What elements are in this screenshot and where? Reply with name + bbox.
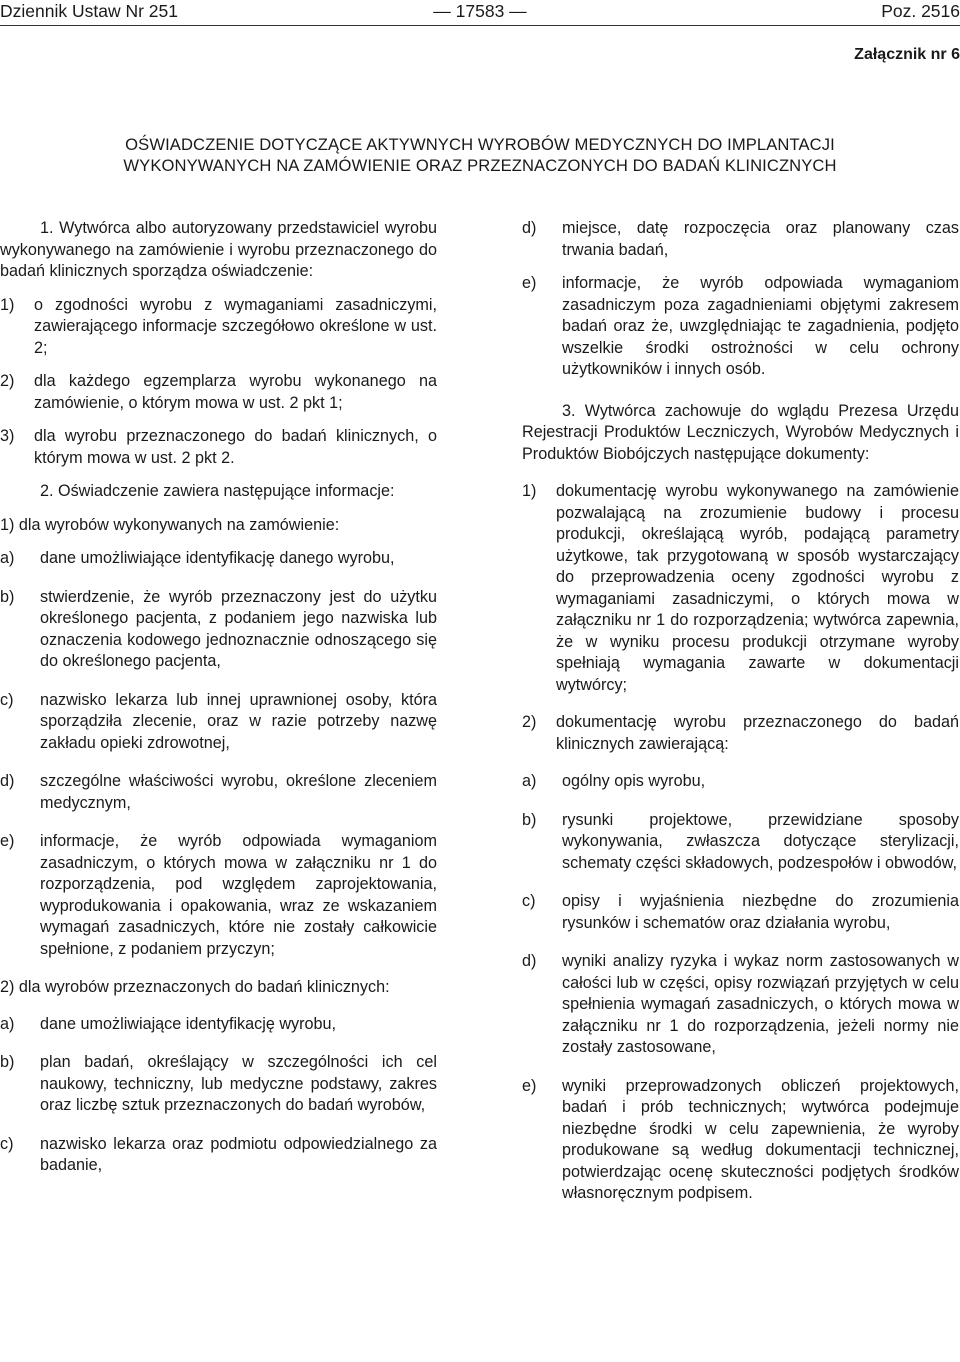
annex-label: Załącznik nr 6: [854, 46, 960, 63]
page-header: [0, 0, 960, 22]
left-column: [0, 218, 437, 1177]
item-text: miejsce, datę rozpoczęcia oraz planowany czas trwania badań,: [562, 219, 959, 259]
item-label: a): [522, 772, 537, 790]
item-text: opisy i wyjaśnienia niezbędne do zrozumienia rysunków i schematów oraz działania wyrobu,: [562, 892, 959, 932]
list-item: [522, 712, 959, 755]
item-label: a): [0, 1014, 15, 1033]
page-number: — 17583 —: [433, 1, 527, 21]
title-line-2: WYKONYWANYCH NA ZAMÓWIENIE ORAZ PRZEZNACZONYCH DO BADAŃ KLINICZNYCH: [123, 156, 837, 175]
list-item: [522, 273, 959, 381]
list-item: [0, 1052, 437, 1117]
paragraph-3: 3. Wytwórca zachowuje do wglądu Prezesa Urzędu Rejestracji Produktów Leczniczych, Wyrobów Medycznych i Produktów Biobójczych następujące dokumenty:: [522, 401, 959, 463]
list-item: [0, 426, 437, 469]
item-text: dla każdego egzemplarza wyrobu wykonanego na zamówienie, o którym mowa w ust. 2 pkt 1;: [34, 372, 437, 412]
item-label: 1): [0, 295, 15, 314]
item-label: c): [522, 892, 536, 910]
item-label: e): [522, 1076, 537, 1095]
item-label: 2): [0, 372, 15, 390]
item-label: e): [0, 832, 15, 850]
item-text: dane umożliwiające identyfikację wyrobu,: [40, 1014, 337, 1033]
item-text: stwierdzenie, że wyrób przeznaczony jest do użytku określonego pacjenta, z podaniem jego nazwiska lub oznaczenia kodowego jednoznacznie odnoszącego się do określonego pacjenta,: [40, 587, 437, 670]
list-item: [522, 1076, 959, 1205]
item-text: informacje, że wyrób odpowiada wymaganiom zasadniczym, o których mowa w załączniku nr 1 do rozporządzenia, pod względem zaprojektowania, wyprodukowania i opakowania, wraz ze wskazaniem wymagań zasadniczych, które nie zostały całkowicie spełnione, z podaniem przyczyn;: [40, 832, 437, 958]
header-divider: [0, 25, 960, 26]
item-text: dla wyrobu przeznaczonego do badań klinicznych, o którym mowa w ust. 2 pkt 2.: [34, 427, 437, 467]
document-title: [0, 134, 960, 176]
item-text: rysunki projektowe, przewidziane sposoby wykonywania, zwłaszcza dotyczące sterylizacji, schematy części składowych, podzespołów i obwodów,: [562, 810, 959, 872]
list-item: [0, 371, 437, 414]
list-item: [522, 810, 959, 875]
item-text: wyniki przeprowadzonych obliczeń projektowych, badań i prób technicznych; wytwórca podejmuje niezbędne środki w celu zapewnienia, że wyroby produkowane są według dokumentacji technicznej, potwierdzając ocenę skuteczności podjętych środków własnoręcznym podpisem.: [562, 1076, 959, 1202]
item-text: ogólny opis wyrobu,: [562, 772, 706, 790]
paragraph-2-item-1: 1) dla wyrobów wykonywanych na zamówienie:: [0, 515, 340, 534]
item-text: nazwisko lekarza lub innej uprawnionej osoby, która sporządziła zlecenie, oraz w razie potrzeby nazwę zakładu opieki zdrowotnej,: [40, 690, 437, 752]
position-number: Poz. 2516: [881, 1, 960, 21]
item-label: c): [0, 1134, 14, 1153]
item-text: o zgodności wyrobu z wymaganiami zasadniczymi, zawierającego informacje szczegółowo określone w ust. 2;: [34, 295, 437, 357]
item-text: informacje, że wyrób odpowiada wymaganiom zasadniczym poza zagadnieniami objętymi zakresem badań oraz że, uwzględniając te zagadnienia, podjęto wszelkie środki ostrożności w celu ochrony użytkowników i innych osób.: [562, 274, 959, 378]
list-item: [0, 831, 437, 960]
item-label: e): [522, 274, 537, 292]
right-column: [522, 218, 959, 1205]
list-item: [522, 218, 959, 261]
item-label: b): [0, 587, 15, 606]
item-label: 1): [522, 482, 537, 500]
list-item: [522, 771, 959, 793]
list-item: [0, 771, 437, 814]
item-label: a): [0, 549, 15, 567]
item-label: b): [0, 1053, 15, 1071]
item-text: dokumentację wyrobu przeznaczonego do badań klinicznych zawierającą:: [556, 713, 959, 753]
paragraph-1: 1. Wytwórca albo autoryzowany przedstawiciel wyrobu wykonywanego na zamówienie i wyrobu przeznaczonego do badań klinicznych sporządza oświadczenie:: [0, 219, 437, 280]
title-line-1: OŚWIADCZENIE DOTYCZĄCE AKTYWNYCH WYROBÓW MEDYCZNYCH DO IMPLANTACJI: [125, 135, 835, 154]
item-label: 2): [522, 713, 537, 731]
item-text: dane umożliwiające identyfikację danego wyrobu,: [40, 549, 395, 567]
paragraph-2: 2. Oświadczenie zawiera następujące informacje:: [40, 482, 395, 500]
item-label: d): [522, 219, 537, 237]
journal-name: Dziennik Ustaw Nr 251: [0, 1, 178, 21]
list-item: [0, 548, 437, 570]
list-item: [0, 1014, 437, 1036]
list-item: [522, 891, 959, 934]
list-item: [0, 587, 437, 673]
item-label: b): [522, 810, 537, 829]
item-label: c): [0, 690, 14, 709]
item-text: nazwisko lekarza oraz podmiotu odpowiedzialnego za badanie,: [40, 1134, 437, 1174]
list-item: [0, 1134, 437, 1177]
item-text: wyniki analizy ryzyka i wykaz norm zastosowanych w całości lub w części, opisy rozwiązań przyjętych w celu spełnienia wymagań zasadniczych, o których mowa w załączniku nr 1 do rozporządzenia, jeżeli normy nie zostały zastosowane,: [562, 952, 959, 1056]
item-label: 3): [0, 427, 15, 445]
list-item: [522, 481, 959, 696]
item-text: szczególne właściwości wyrobu, określone zleceniem medycznym,: [40, 772, 437, 812]
list-item: [522, 951, 959, 1059]
list-item: [0, 690, 437, 755]
item-text: dokumentację wyrobu wykonywanego na zamówienie pozwalającą na zrozumienie budowy i procesu produkcji, określającą wyrób, podającą parametry użytkowe, tak przygotowaną w sposób wystarczający do przeprowadzenia oceny zgodności wyrobu z wymaganiami zasadniczymi, o których mowa w załączniku nr 1 do rozporządzenia; wytwórca zapewnia, że w wyniku procesu produkcji otrzymane wyroby spełniają wymagania zawarte w dokumentacji wytwórcy;: [556, 482, 959, 694]
list-item: [0, 295, 437, 360]
item-label: d): [0, 772, 15, 790]
item-label: d): [522, 952, 537, 970]
paragraph-2-item-2: 2) dla wyrobów przeznaczonych do badań klinicznych:: [0, 978, 390, 996]
item-text: plan badań, określający w szczególności ich cel naukowy, techniczny, lub medyczne podstawy, zakres oraz liczbę sztuk przeznaczonych do badań wyrobów,: [40, 1053, 437, 1114]
